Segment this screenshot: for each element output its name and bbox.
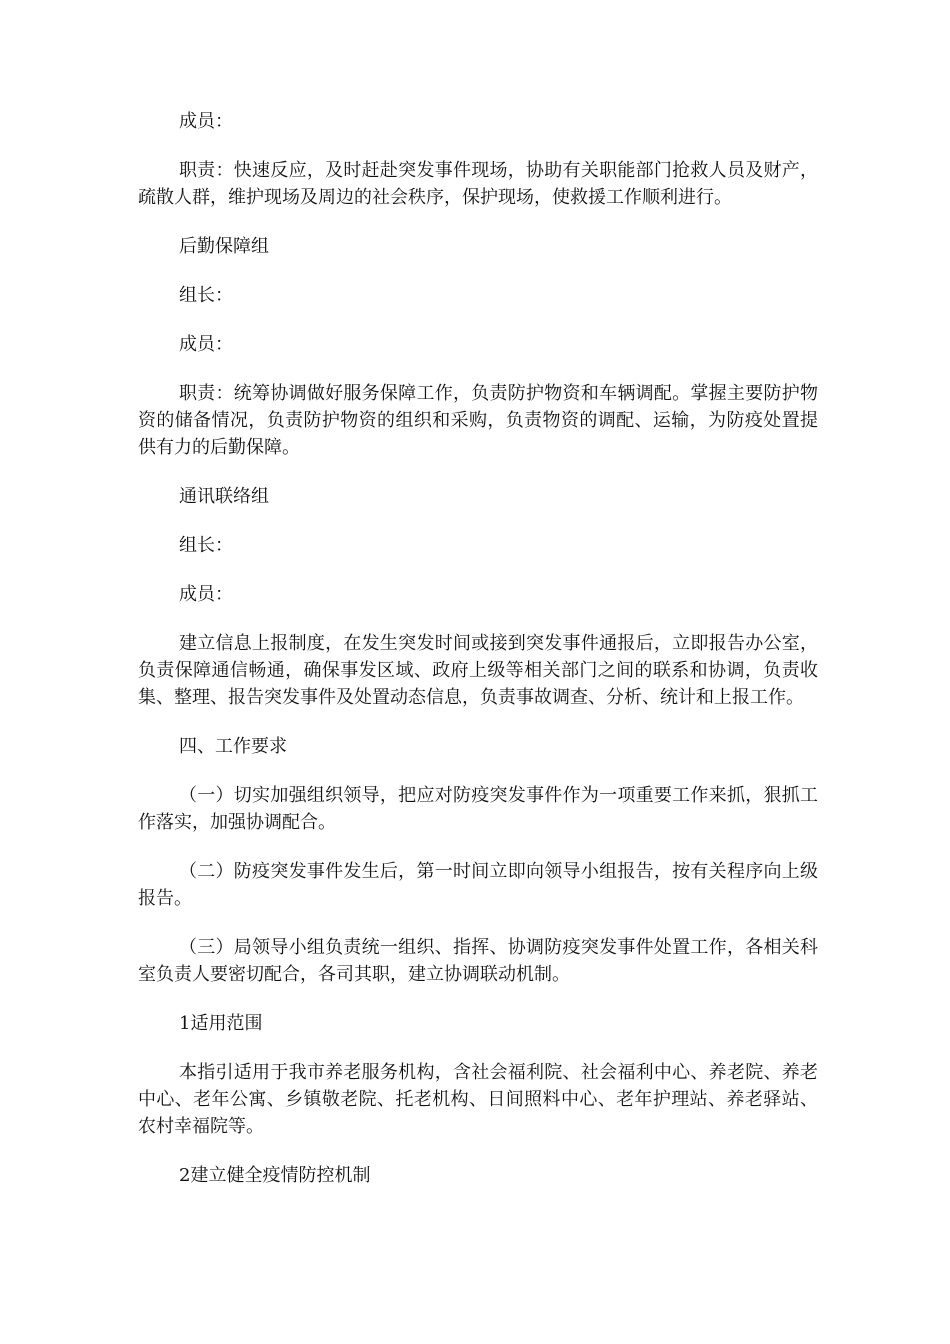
group-heading-logistics: 后勤保障组 [179, 236, 269, 257]
duty-paragraph: 建立信息上报制度，在发生突发时间或接到突发事件通报后，立即报告办公室，负责保障通信畅通，确保事发区域、政府上级等相关部门之间的联系和协调，负责收集、整理、报告突发事件及处置动态信息，负责事故调查、分析、统计和上报工作。 [138, 633, 818, 708]
body-paragraph: 本指引适用于我市养老服务机构，含社会福利院、社会福利中心、养老院、养老中心、老年公寓、乡镇敬老院、托老机构、日间照料中心、老年护理站、养老驿站、农村幸福院等。 [138, 1062, 818, 1137]
duty-paragraph: 职责：统筹协调做好服务保障工作，负责防护物资和车辆调配。掌握主要防护物资的储备情况，负责防护物资的组织和采购，负责物资的调配、运输，为防疫处置提供有力的后勤保障。 [138, 383, 818, 458]
requirement-item: （一）切实加强组织领导，把应对防疫突发事件作为一项重要工作来抓，狠抓工作落实，加强协调配合。 [138, 785, 818, 833]
member-label: 成员： [179, 334, 233, 355]
duty-paragraph: 职责：快速反应，及时赶赴突发事件现场，协助有关职能部门抢救人员及财产，疏散人群，维护现场及周边的社会秩序，保护现场，使救援工作顺利进行。 [138, 160, 818, 208]
leader-label: 组长： [179, 535, 233, 556]
member-label: 成员： [179, 111, 233, 132]
section-heading: 2建立健全疫情防控机制 [179, 1165, 371, 1186]
section-heading: 1适用范围 [179, 1013, 263, 1034]
section-heading: 四、工作要求 [179, 736, 287, 757]
group-heading-communication: 通讯联络组 [179, 486, 269, 507]
member-label: 成员： [179, 584, 233, 605]
requirement-item: （二）防疫突发事件发生后，第一时间立即向领导小组报告，按有关程序向上级报告。 [138, 861, 818, 909]
document-body [138, 108, 818, 1211]
leader-label: 组长： [179, 285, 233, 306]
requirement-item: （三）局领导小组负责统一组织、指挥、协调防疫突发事件处置工作，各相关科室负责人要密切配合，各司其职，建立协调联动机制。 [138, 937, 818, 985]
